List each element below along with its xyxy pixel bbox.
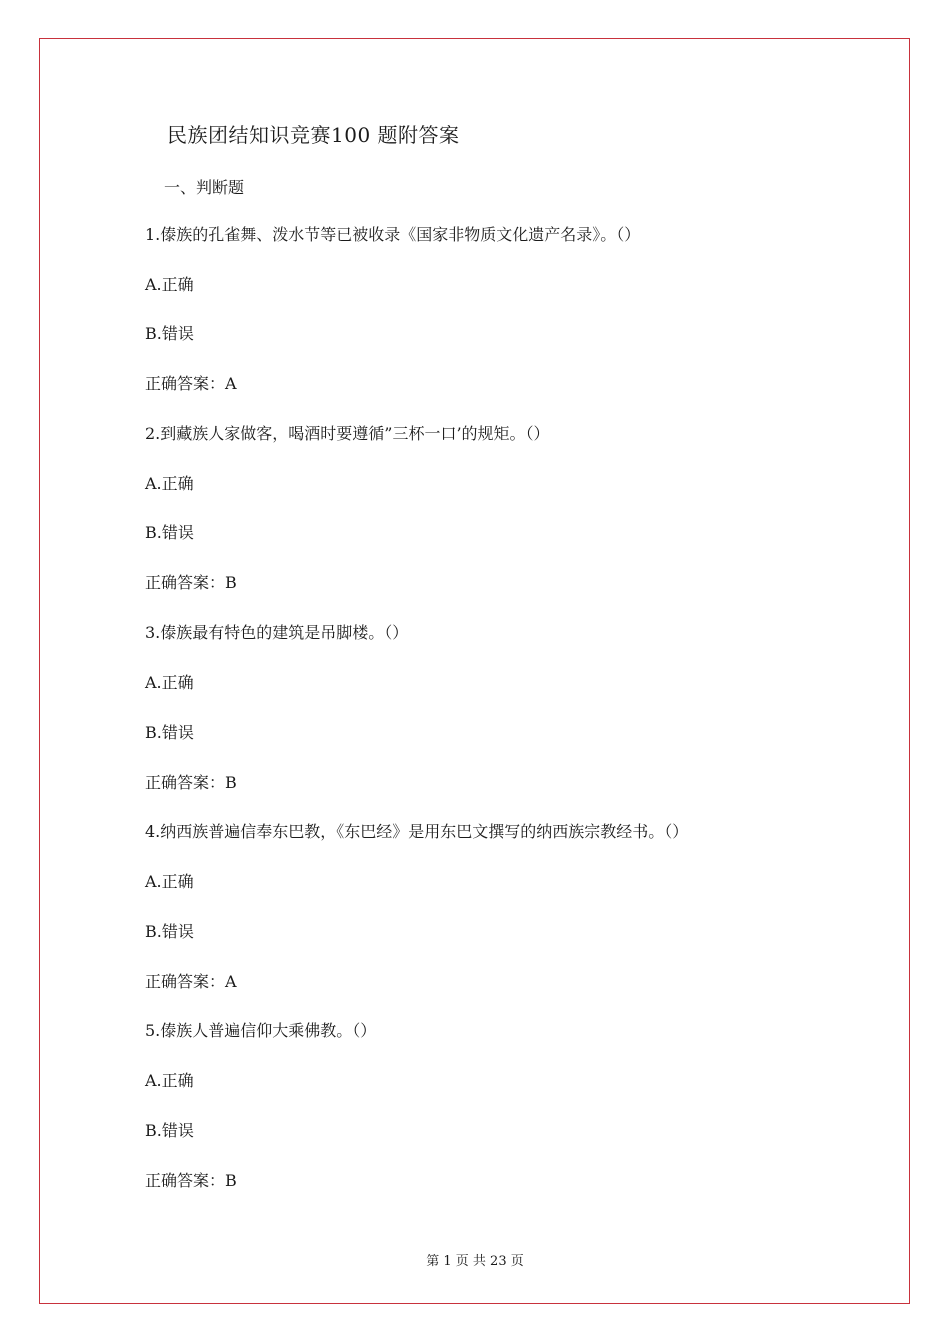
page-footer: 第 1 页 共 23 页 — [426, 1254, 524, 1269]
question-1-text: 1.傣族的孔雀舞、泼水节等已被收录《国家非物质文化遗产名录》。（） — [145, 225, 641, 244]
question-4-answer: 正确答案：A — [145, 972, 237, 991]
question-4-option-b: B.错误 — [145, 922, 194, 941]
document-title: 民族团结知识竞赛100 题附答案 — [167, 123, 460, 147]
question-3-answer: 正确答案：B — [145, 773, 237, 792]
question-2-option-a: A.正确 — [145, 474, 194, 493]
question-2-text: 2.到藏族人家做客，喝酒时要遵循”三杯一口’的规矩。（） — [145, 424, 550, 443]
section-heading: 一、判断题 — [164, 178, 245, 197]
question-3-text: 3.傣族最有特色的建筑是吊脚楼。（） — [145, 623, 409, 642]
question-4-text: 4.纳西族普遍信奉东巴教，《东巴经》是用东巴文撰写的纳西族宗教经书。（） — [145, 822, 689, 841]
question-3-option-a: A.正确 — [145, 673, 194, 692]
question-5-option-a: A.正确 — [145, 1071, 194, 1090]
question-3-option-b: B.错误 — [145, 723, 194, 742]
question-2-answer: 正确答案：B — [145, 573, 237, 592]
question-5-option-b: B.错误 — [145, 1121, 194, 1140]
question-5-text: 5.傣族人普遍信仰大乘佛教。（） — [145, 1021, 377, 1040]
question-1-option-a: A.正确 — [145, 275, 194, 294]
question-1-option-b: B.错误 — [145, 324, 194, 343]
question-4-option-a: A.正确 — [145, 872, 194, 891]
question-5-answer: 正确答案：B — [145, 1171, 237, 1190]
question-2-option-b: B.错误 — [145, 523, 194, 542]
question-1-answer: 正确答案：A — [145, 374, 237, 393]
